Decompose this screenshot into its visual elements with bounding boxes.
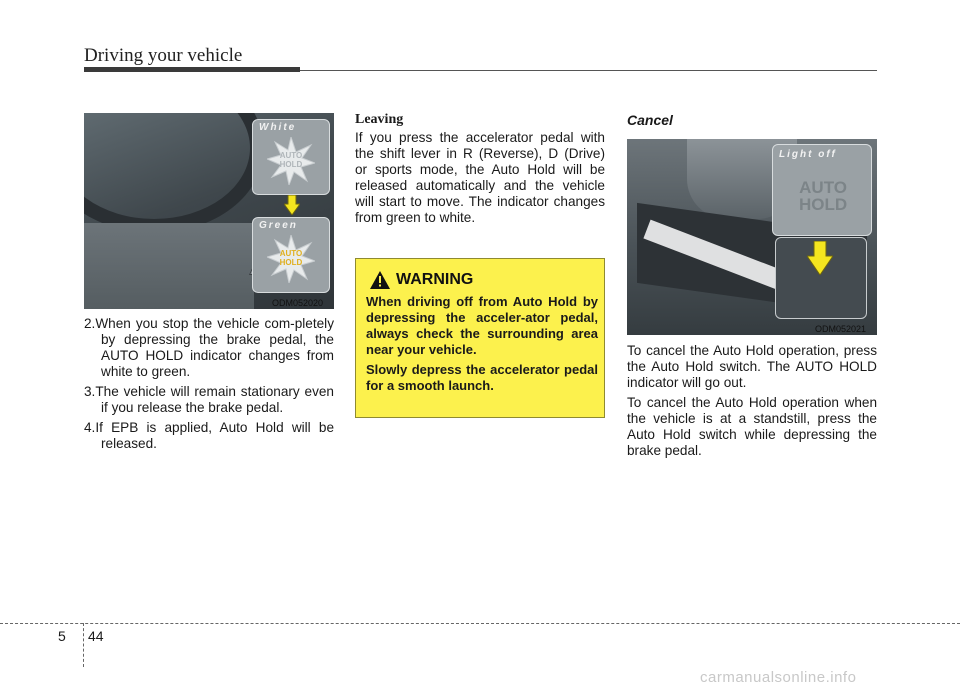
list-text: When you stop the vehicle com-pletely by depressing the brake pedal, the AUTO HOLD indicator changes from white to green. (95, 316, 334, 379)
down-arrow-icon (284, 195, 300, 215)
inset-label-white: White (259, 122, 297, 133)
indicator-text-off (799, 179, 847, 213)
warning-body (366, 294, 598, 398)
list-item (84, 420, 334, 452)
warning-paragraph: When driving off from Auto Hold by depressing the acceler-ator pedal, always check the surrounding area near your vehicle. (366, 294, 598, 357)
section-heading-leaving: Leaving (355, 112, 404, 127)
indicator-line1: AUTO (279, 151, 303, 160)
figure2-caption: ODM052021 (815, 324, 867, 334)
list-text: If EPB is applied, Auto Hold will be released. (95, 420, 334, 451)
header-rule (300, 70, 877, 71)
figure-auto-hold-switch (627, 139, 877, 335)
section-heading-cancel: Cancel (627, 112, 673, 128)
steering-wheel-shape (84, 113, 264, 233)
paragraph: To cancel the Auto Hold operation, press the Auto Hold switch. The AUTO HOLD indicator will go out. (627, 343, 877, 390)
figure1-caption: ODM052020 (272, 298, 324, 308)
indicator-text-white (273, 151, 309, 169)
paragraph: If you press the accelerator pedal with the shift lever in R (Reverse), D (Drive) or sports mode, the Auto Hold will be released automatically and the vehicle will start to move. The indicator changes from green to white. (355, 130, 605, 225)
warning-triangle-icon (370, 271, 390, 289)
column-2-text (355, 112, 605, 230)
column-1-text (84, 316, 334, 456)
section-number: 5 (58, 628, 66, 644)
page-header-title: Driving your vehicle (84, 45, 243, 66)
list-num: 3. (84, 384, 96, 399)
down-arrow-icon (807, 241, 833, 275)
list-num: 2. (84, 316, 96, 331)
indicator-line2: HOLD (279, 258, 303, 267)
warning-paragraph: Slowly depress the accelerator pedal for a smooth launch. (366, 362, 598, 393)
indicator-inset-green (252, 217, 330, 293)
inset-label-green: Green (259, 220, 298, 231)
indicator-inset-white (252, 119, 330, 195)
footer-divider (83, 623, 84, 667)
indicator-line2: HOLD (799, 195, 848, 214)
inset-label-light-off: Light off (779, 149, 837, 160)
header-bar (84, 67, 300, 72)
list-num: 4. (84, 420, 96, 435)
floor-area (84, 223, 254, 309)
warning-title: WARNING (396, 271, 474, 288)
watermark: carmanualsonline.info (700, 669, 857, 686)
indicator-line1: AUTO (799, 178, 848, 197)
figure-auto-hold-pedal (84, 113, 334, 309)
indicator-text-green (273, 249, 309, 267)
list-item (84, 316, 334, 380)
footer-dashed-rule (0, 623, 960, 624)
indicator-line1: AUTO (279, 249, 303, 258)
indicator-inset-off (772, 144, 872, 236)
column-3-text (627, 343, 877, 463)
list-item (84, 384, 334, 416)
list-text: The vehicle will remain stationary even if you release the brake pedal. (95, 384, 334, 415)
warning-box (355, 258, 605, 418)
paragraph: To cancel the Auto Hold operation when the vehicle is at a standstill, press the Auto Hold switch while depressing the brake pedal. (627, 395, 877, 458)
indicator-line2: HOLD (279, 160, 303, 169)
page-number: 44 (88, 628, 104, 644)
